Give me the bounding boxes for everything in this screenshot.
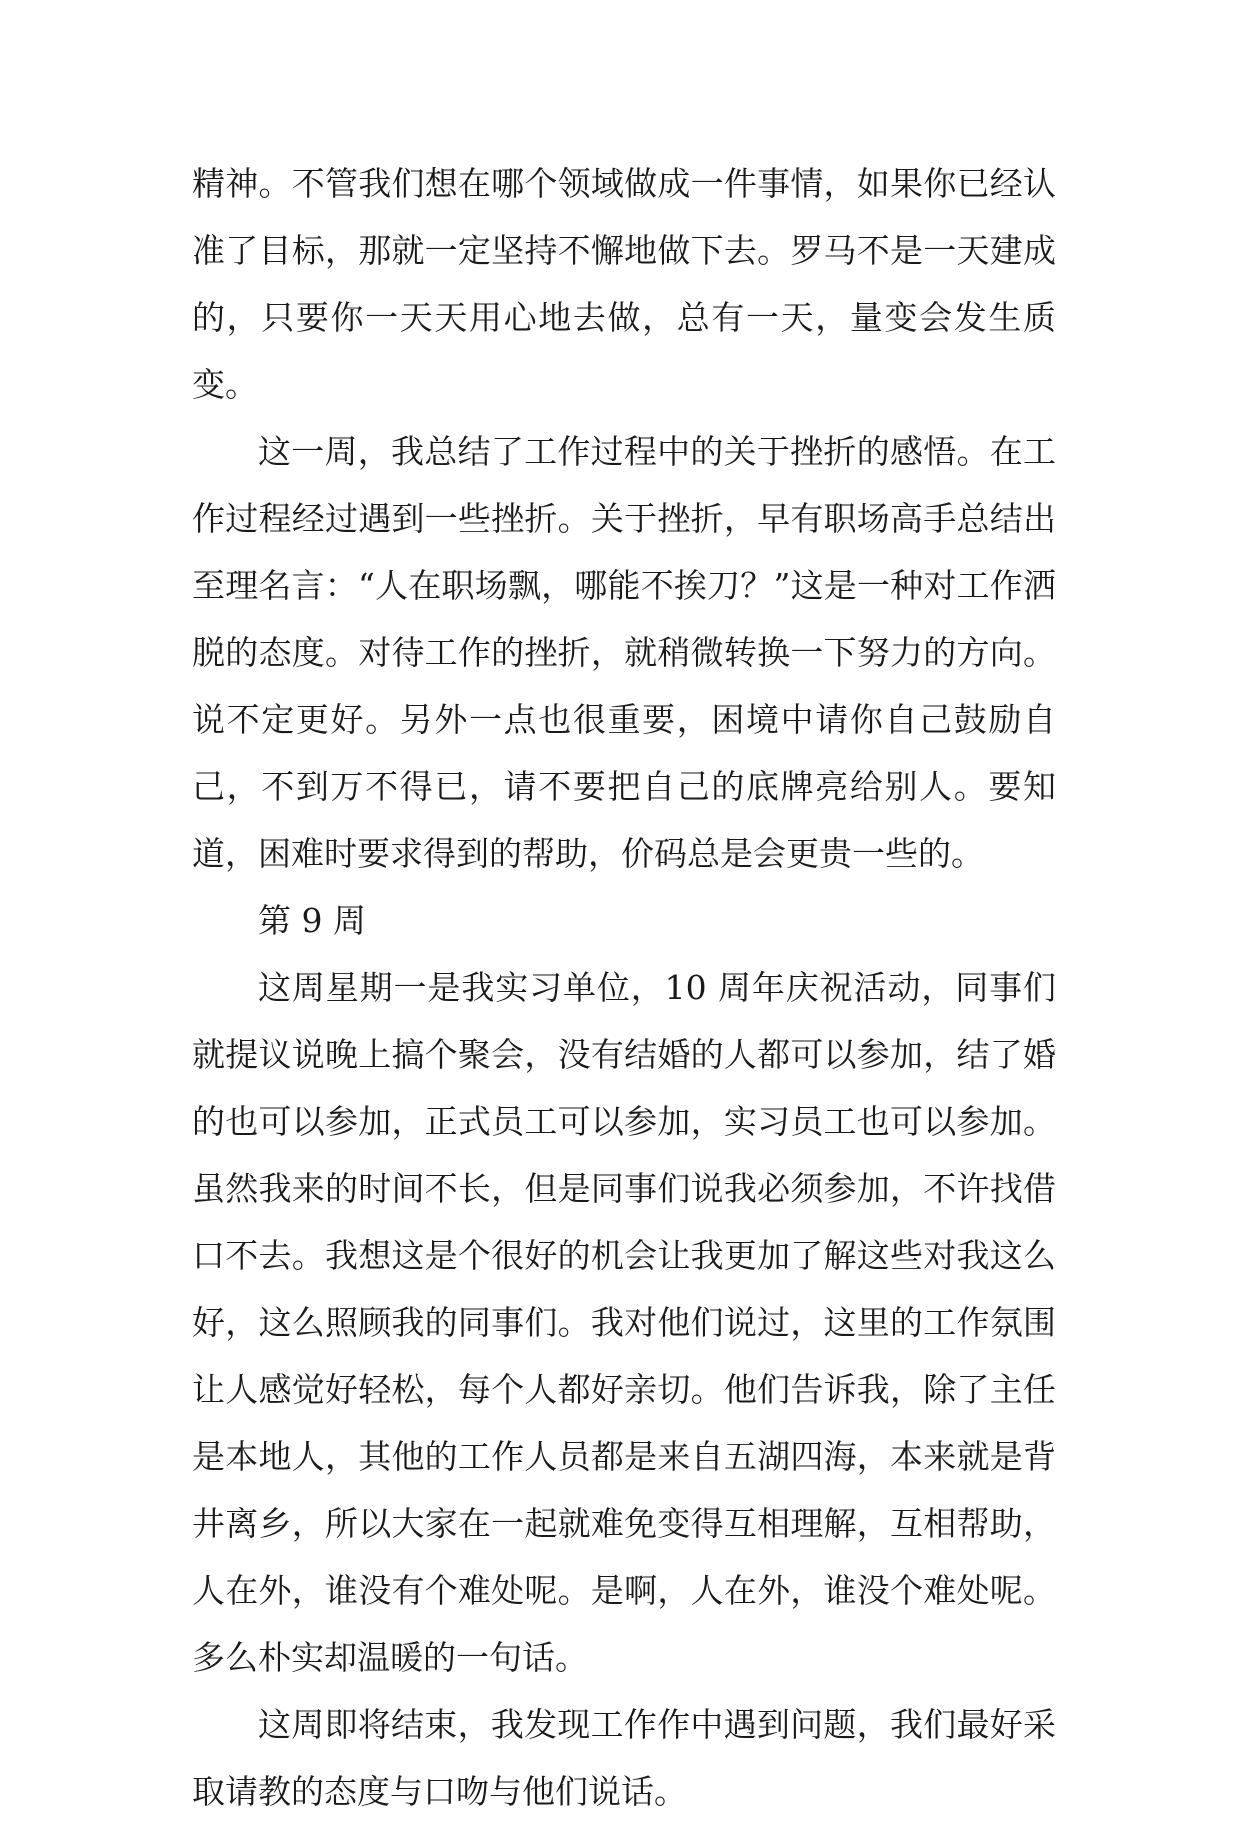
- document-body: [192, 150, 1056, 1825]
- paragraph-continuation: 精神。不管我们想在哪个领域做成一件事情，如果你已经认准了目标，那就一定坚持不懈地做下去。罗马不是一天建成的，只要你一天天用心地去做，总有一天，量变会发生质变。: [192, 164, 1056, 404]
- paragraph-anniversary: 这周星期一是我实习单位，10 周年庆祝活动，同事们就提议说晚上搞个聚会，没有结婚的人都可以参加，结了婚的也可以参加，正式员工可以参加，实习员工也可以参加。虽然我来的时间不长，但是同事们说我必须参加，不许找借口不去。我想这是个很好的机会让我更加了解这些对我这么好，这么照顾我的同事们。我对他们说过，这里的工作氛围让人感觉好轻松，每个人都好亲切。他们告诉我，除了主任是本地人，其他的工作人员都是来自五湖四海，本来就是背井离乡，所以大家在一起就难免变得互相理解，互相帮助，人在外，谁没有个难处呢。是啊，人在外，谁没个难处呢。多么朴实却温暖的一句话。: [192, 968, 1056, 1677]
- week-heading: 第 9 周: [258, 901, 366, 940]
- paragraph-week-end: 这周即将结束，我发现工作作中遇到问题，我们最好采取请教的态度与口吻与他们说话。: [192, 1705, 1056, 1811]
- paragraph-setbacks: 这一周，我总结了工作过程中的关于挫折的感悟。在工作过程经过遇到一些挫折。关于挫折，早有职场高手总结出至理名言：“人在职场飘，哪能不挨刀？”这是一种对工作洒脱的态度。对待工作的挫折，就稍微转换一下努力的方向。说不定更好。另外一点也很重要，困境中请你自己鼓励自己，不到万不得已，请不要把自己的底牌亮给别人。要知道，困难时要求得到的帮助，价码总是会更贵一些的。: [192, 432, 1056, 873]
